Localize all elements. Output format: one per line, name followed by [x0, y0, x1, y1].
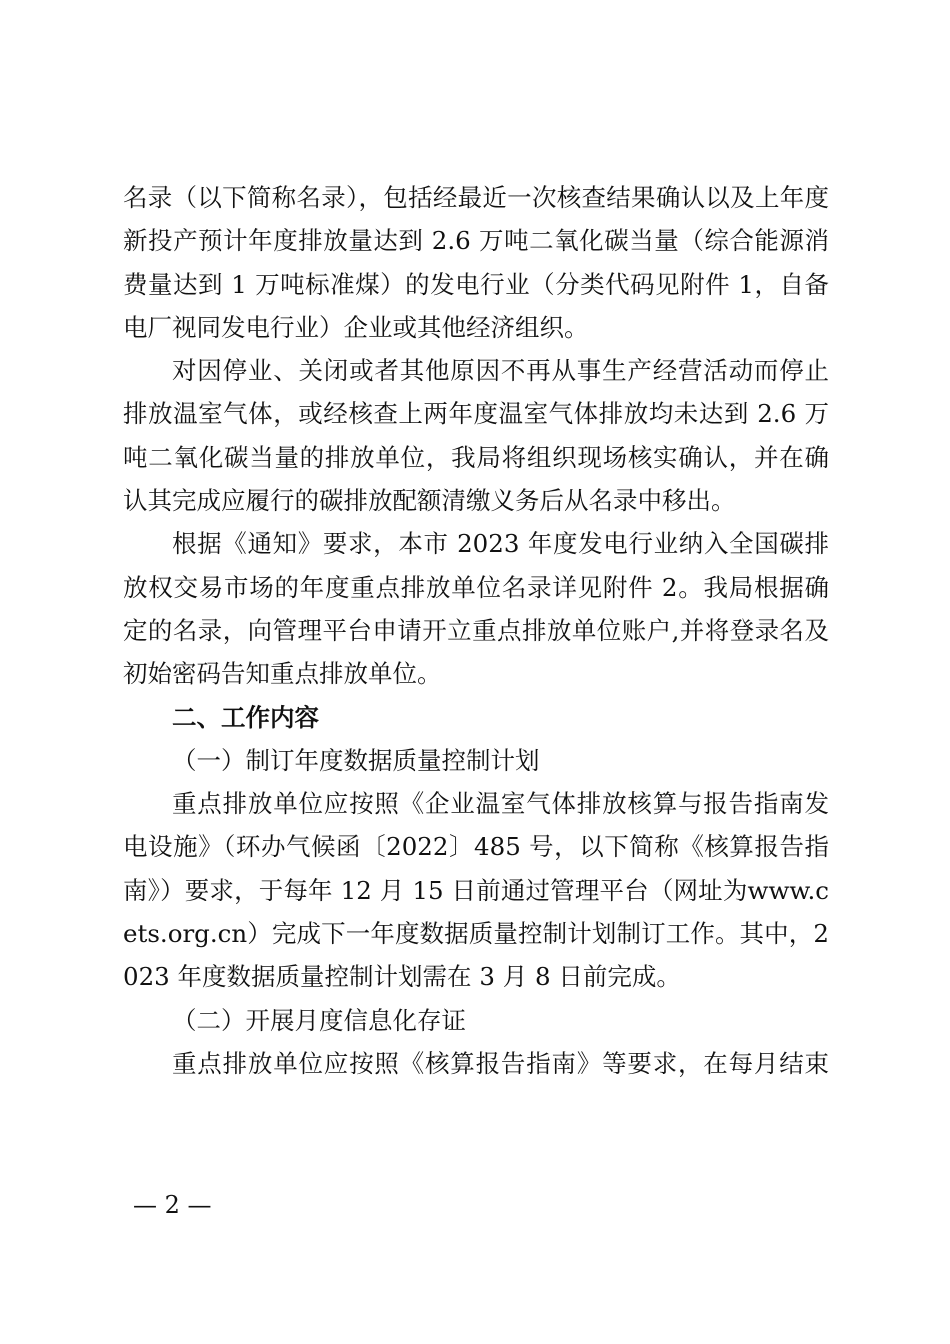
document-body — [123, 176, 829, 1085]
paragraph-removal-rule: 对因停业、关闭或者其他原因不再从事生产经营活动而停止排放温室气体，或经核查上两年度温室气体排放均未达到 2.6 万吨二氧化碳当量的排放单位，我局将组织现场核实确认，并在确认其完成应履行的碳排放配额清缴义务后从名录中移出。 — [123, 356, 829, 516]
subsection-heading-monthly-evidence: （二）开展月度信息化存证 — [172, 1005, 466, 1035]
paragraph-monthly-evidence: 重点排放单位应按照《核算报告指南》等要求，在每月结束 — [172, 1048, 829, 1078]
paragraph-notice-requirement: 根据《通知》要求，本市 2023 年度发电行业纳入全国碳排放权交易市场的年度重点排放单位名录详见附件 2。我局根据确定的名录，向管理平台申请开立重点排放单位账户,并将登录名及初始密码告知重点排放单位。 — [123, 529, 829, 689]
subsection-heading-quality-plan: （一）制订年度数据质量控制计划 — [172, 745, 540, 775]
section-heading-work-content: 二、工作内容 — [172, 702, 319, 732]
page-number: — 2 — — [133, 1191, 212, 1219]
paragraph-list-scope: 名录（以下简称名录），包括经最近一次核查结果确认以及上年度新投产预计年度排放量达到 2.6 万吨二氧化碳当量（综合能源消费量达到 1 万吨标准煤）的发电行业（分类代码见附件 1，自备电厂视同发电行业）企业或其他经济组织。 — [123, 183, 829, 342]
paragraph-quality-plan: 重点排放单位应按照《企业温室气体排放核算与报告指南发电设施》（环办气候函〔2022〕485 号，以下简称《核算报告指南》）要求，于每年 12 月 15 日前通过管理平台（网址为www.cets.org.cn）完成下一年度数据质量控制计划制订工作。其中，2023 年度数据质量控制计划需在 3 月 8 日前完成。 — [123, 789, 829, 992]
